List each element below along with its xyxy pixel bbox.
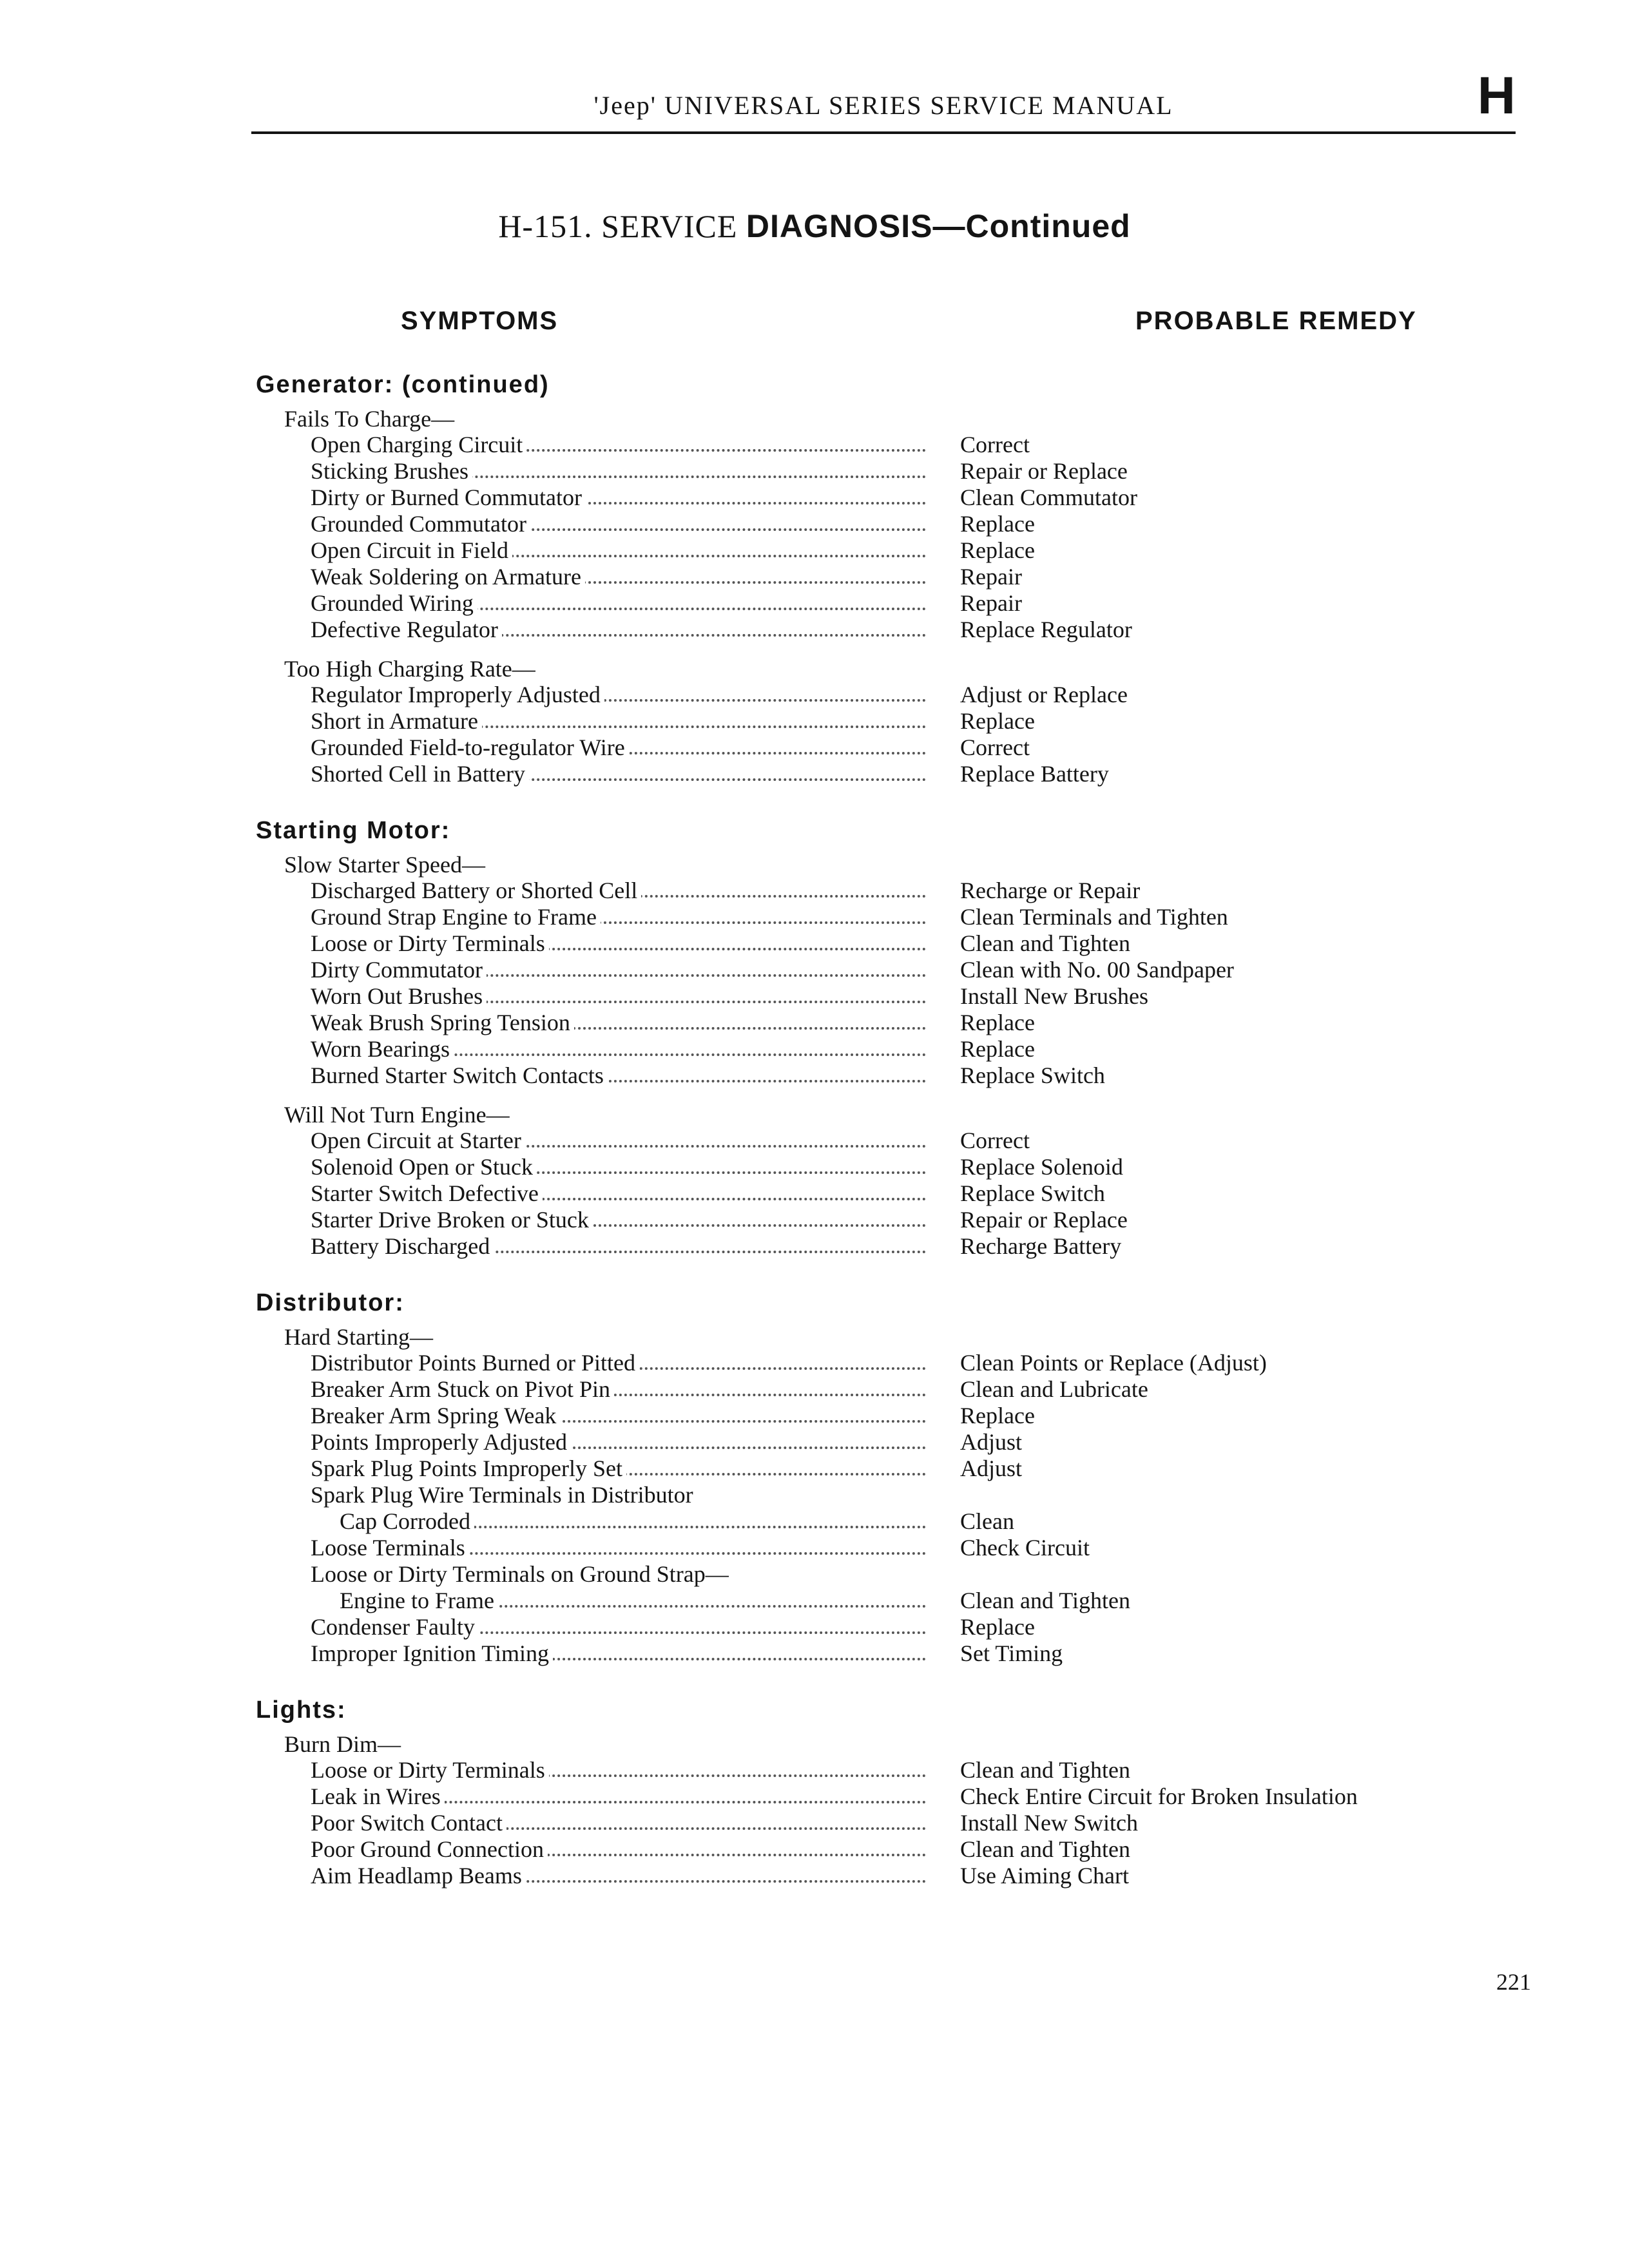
symptom-text: Breaker Arm Spring Weak (311, 1403, 560, 1428)
symptom-cell (311, 1376, 926, 1403)
remedy-text: Adjust (960, 1429, 1023, 1455)
symptom-text: Defective Regulator (311, 617, 502, 642)
diagnosis-row (255, 511, 1518, 537)
diagnosis-row (255, 761, 1518, 787)
diagnosis-row (255, 1561, 1518, 1588)
remedy-text: Check Circuit (960, 1535, 1090, 1561)
symptom-text: Discharged Battery or Shorted Cell (311, 878, 641, 903)
symptom-text: Sticking Brushes (311, 458, 472, 484)
symptom-cell (311, 1482, 926, 1508)
diagnosis-row (255, 983, 1518, 1010)
page-title-prefix: H-151. SERVICE (498, 208, 746, 244)
symptom-cell (311, 1810, 926, 1836)
remedy-text: Clean and Tighten (960, 1836, 1131, 1862)
symptom-cell (340, 1508, 926, 1535)
page-header (251, 66, 1516, 134)
symptom-cell (311, 930, 926, 957)
remedy-text: Repair (960, 564, 1022, 590)
remedy-text: Repair or Replace (960, 1207, 1128, 1233)
symptom-group-title: Too High Charging Rate— (284, 656, 535, 682)
diagnosis-table (255, 366, 1518, 1914)
diagnosis-row (255, 1180, 1518, 1207)
symptom-cell (311, 564, 926, 590)
diagnosis-row (255, 708, 1518, 735)
symptom-cell (311, 1233, 926, 1260)
symptom-cell (311, 904, 926, 930)
remedy-text: Replace (960, 511, 1035, 537)
symptom-cell (311, 1180, 926, 1207)
diagnosis-row (255, 537, 1518, 564)
symptom-text: Loose or Dirty Terminals (311, 1757, 549, 1783)
symptom-cell (311, 432, 926, 458)
diagnosis-row (255, 1783, 1518, 1810)
remedy-text: Recharge or Repair (960, 878, 1141, 903)
symptom-cell (311, 957, 926, 983)
remedy-text: Clean Points or Replace (Adjust) (960, 1350, 1267, 1376)
remedy-text: Replace (960, 537, 1035, 563)
symptom-cell (311, 1350, 926, 1376)
diagnosis-row (255, 1535, 1518, 1561)
remedy-text: Clean and Tighten (960, 930, 1131, 956)
remedy-text: Replace Switch (960, 1180, 1105, 1206)
symptom-group-title: Fails To Charge— (284, 406, 455, 432)
section-title-text: Generator: (256, 371, 394, 398)
page-number: 221 (1496, 1969, 1531, 1995)
diagnosis-row (255, 1154, 1518, 1180)
symptom-cell (311, 708, 926, 735)
diagnosis-row (255, 1863, 1518, 1889)
symptom-text: Poor Ground Connection (311, 1836, 548, 1862)
symptom-text: Battery Discharged (311, 1233, 494, 1259)
diagnosis-row (255, 930, 1518, 957)
remedy-text: Correct (960, 432, 1030, 457)
symptom-cell (311, 1456, 926, 1482)
symptom-cell (311, 1757, 926, 1783)
page-title-diagnosis: DIAGNOSIS (746, 208, 933, 244)
symptom-group (255, 1324, 1518, 1667)
symptom-cell (311, 458, 926, 485)
section-title-suffix: (continued) (394, 371, 550, 398)
symptom-cell (311, 735, 926, 761)
symptom-text: Grounded Commutator (311, 511, 530, 537)
diagnosis-row (255, 1508, 1518, 1535)
symptom-cell (311, 1207, 926, 1233)
diagnosis-row (255, 458, 1518, 485)
remedy-text: Replace Regulator (960, 617, 1132, 642)
diagnosis-row (255, 1233, 1518, 1260)
symptom-text: Regulator Improperly Adjusted (311, 682, 604, 707)
symptom-group-title: Burn Dim— (284, 1731, 401, 1757)
remedy-text: Set Timing (960, 1640, 1063, 1666)
symptom-cell (311, 1561, 926, 1588)
diagnosis-row (255, 1482, 1518, 1508)
symptom-cell (311, 485, 926, 511)
symptom-text: Breaker Arm Stuck on Pivot Pin (311, 1376, 614, 1402)
diagnosis-row (255, 1128, 1518, 1154)
symptom-group-title: Hard Starting— (284, 1324, 433, 1350)
diagnosis-section (255, 1691, 1518, 1889)
symptom-group-title: Slow Starter Speed— (284, 852, 485, 878)
diagnosis-section (255, 812, 1518, 1260)
remedy-text: Install New Brushes (960, 983, 1148, 1009)
header-rule (251, 131, 1516, 134)
symptom-text: Points Improperly Adjusted (311, 1429, 571, 1455)
symptoms-column-header: SYMPTOMS (401, 307, 559, 335)
diagnosis-row (255, 1062, 1518, 1089)
diagnosis-row (255, 1614, 1518, 1640)
diagnosis-row (255, 1456, 1518, 1482)
diagnosis-row (255, 432, 1518, 458)
page-title-suffix: —Continued (932, 208, 1131, 244)
diagnosis-row (255, 1350, 1518, 1376)
symptom-text: Starter Switch Defective (311, 1180, 543, 1206)
symptom-group (255, 1731, 1518, 1889)
remedy-text: Replace (960, 1403, 1035, 1428)
symptom-text: Open Charging Circuit (311, 432, 526, 457)
symptom-cell (311, 590, 926, 617)
symptom-text: Shorted Cell in Battery (311, 761, 529, 787)
diagnosis-row (255, 1836, 1518, 1863)
symptom-cell (311, 511, 926, 537)
symptom-cell (340, 1588, 926, 1614)
symptom-text: Distributor Points Burned or Pitted (311, 1350, 639, 1376)
remedy-text: Recharge Battery (960, 1233, 1122, 1259)
remedy-text: Clean Commutator (960, 485, 1137, 510)
section-title (256, 366, 1518, 403)
diagnosis-row (255, 682, 1518, 708)
diagnosis-row (255, 1403, 1518, 1429)
symptom-text: Spark Plug Points Improperly Set (311, 1456, 626, 1481)
symptom-cell (311, 1535, 926, 1561)
symptom-text: Short in Armature (311, 708, 482, 734)
manual-title: 'Jeep' UNIVERSAL SERIES SERVICE MANUAL (593, 91, 1173, 120)
diagnosis-row (255, 904, 1518, 930)
symptom-text: Solenoid Open or Stuck (311, 1154, 537, 1180)
diagnosis-row (255, 1588, 1518, 1614)
section-title-text: Starting Motor: (256, 817, 451, 844)
remedy-text: Replace (960, 1036, 1035, 1062)
diagnosis-row (255, 1757, 1518, 1783)
diagnosis-row (255, 590, 1518, 617)
remedy-text: Check Entire Circuit for Broken Insulation (960, 1783, 1358, 1809)
symptom-text: Cap Corroded (340, 1508, 474, 1534)
remedy-text: Adjust (960, 1456, 1023, 1481)
symptom-text: Worn Bearings (311, 1036, 454, 1062)
symptom-cell (311, 682, 926, 708)
symptom-text: Loose or Dirty Terminals on Ground Strap— (311, 1561, 733, 1587)
symptom-group (255, 406, 1518, 643)
symptom-cell (311, 537, 926, 564)
section-title-text: Lights: (256, 1696, 347, 1724)
symptom-text: Loose Terminals (311, 1535, 469, 1561)
symptom-text: Engine to Frame (340, 1588, 498, 1613)
symptom-text: Weak Soldering on Armature (311, 564, 585, 590)
symptom-text: Ground Strap Engine to Frame (311, 904, 601, 930)
symptom-cell (311, 617, 926, 643)
remedy-text: Correct (960, 1128, 1030, 1153)
remedy-column-header: PROBABLE REMEDY (1135, 307, 1417, 335)
remedy-text: Replace (960, 1010, 1035, 1035)
symptom-cell (311, 878, 926, 904)
section-letter: H (1477, 66, 1516, 125)
symptom-cell (311, 1128, 926, 1154)
symptom-text: Worn Out Brushes (311, 983, 487, 1009)
symptom-text: Weak Brush Spring Tension (311, 1010, 574, 1035)
remedy-text: Clean Terminals and Tighten (960, 904, 1228, 930)
remedy-text: Clean and Tighten (960, 1588, 1131, 1613)
remedy-text: Clean with No. 00 Sandpaper (960, 957, 1234, 983)
symptom-cell (311, 1640, 926, 1667)
symptom-cell (311, 983, 926, 1010)
symptom-text: Dirty Commutator (311, 957, 487, 983)
diagnosis-row (255, 1810, 1518, 1836)
remedy-text: Correct (960, 735, 1030, 760)
remedy-text: Replace (960, 1614, 1035, 1640)
diagnosis-row (255, 564, 1518, 590)
symptom-cell (311, 1010, 926, 1036)
remedy-text: Replace Battery (960, 761, 1109, 787)
diagnosis-section (255, 366, 1518, 787)
section-title-text: Distributor: (256, 1289, 405, 1316)
symptom-text: Leak in Wires (311, 1783, 445, 1809)
remedy-text: Replace Switch (960, 1062, 1105, 1088)
diagnosis-row (255, 735, 1518, 761)
diagnosis-row (255, 1640, 1518, 1667)
remedy-text: Repair or Replace (960, 458, 1128, 484)
symptom-cell (311, 1783, 926, 1810)
section-title (256, 1691, 1518, 1729)
remedy-text: Use Aiming Chart (960, 1863, 1129, 1888)
diagnosis-row (255, 1429, 1518, 1456)
symptom-text: Condenser Faulty (311, 1614, 479, 1640)
diagnosis-section (255, 1284, 1518, 1667)
diagnosis-row (255, 878, 1518, 904)
remedy-text: Replace Solenoid (960, 1154, 1123, 1180)
symptom-cell (311, 1062, 926, 1089)
symptom-text: Grounded Field-to-regulator Wire (311, 735, 629, 760)
symptom-text: Open Circuit at Starter (311, 1128, 525, 1153)
remedy-text: Adjust or Replace (960, 682, 1128, 707)
section-title (256, 1284, 1518, 1321)
symptom-cell (311, 1036, 926, 1062)
symptom-cell (311, 1154, 926, 1180)
diagnosis-row (255, 957, 1518, 983)
symptom-text: Grounded Wiring (311, 590, 477, 616)
symptom-text: Poor Switch Contact (311, 1810, 506, 1836)
diagnosis-row (255, 1376, 1518, 1403)
diagnosis-row (255, 485, 1518, 511)
symptom-cell (311, 1403, 926, 1429)
remedy-text: Clean (960, 1508, 1014, 1534)
symptom-cell (311, 1836, 926, 1863)
remedy-text: Clean and Lubricate (960, 1376, 1148, 1402)
diagnosis-row (255, 1207, 1518, 1233)
symptom-cell (311, 1863, 926, 1889)
symptom-text: Open Circuit in Field (311, 537, 512, 563)
symptom-text: Improper Ignition Timing (311, 1640, 553, 1666)
symptom-group (255, 852, 1518, 1089)
symptom-group (255, 1102, 1518, 1260)
symptom-text: Spark Plug Wire Terminals in Distributor (311, 1482, 697, 1508)
symptom-group-title: Will Not Turn Engine— (284, 1102, 510, 1128)
diagnosis-row (255, 1036, 1518, 1062)
symptom-cell (311, 1614, 926, 1640)
symptom-text: Starter Drive Broken or Stuck (311, 1207, 593, 1233)
symptom-cell (311, 1429, 926, 1456)
remedy-text: Clean and Tighten (960, 1757, 1131, 1783)
section-title (256, 812, 1518, 849)
remedy-text: Replace (960, 708, 1035, 734)
page-title (0, 207, 1629, 245)
remedy-text: Repair (960, 590, 1022, 616)
symptom-text: Loose or Dirty Terminals (311, 930, 549, 956)
symptom-cell (311, 761, 926, 787)
diagnosis-row (255, 617, 1518, 643)
symptom-text: Burned Starter Switch Contacts (311, 1062, 608, 1088)
symptom-text: Aim Headlamp Beams (311, 1863, 526, 1888)
symptom-text: Dirty or Burned Commutator (311, 485, 586, 510)
remedy-text: Install New Switch (960, 1810, 1138, 1836)
diagnosis-row (255, 1010, 1518, 1036)
symptom-group (255, 656, 1518, 787)
